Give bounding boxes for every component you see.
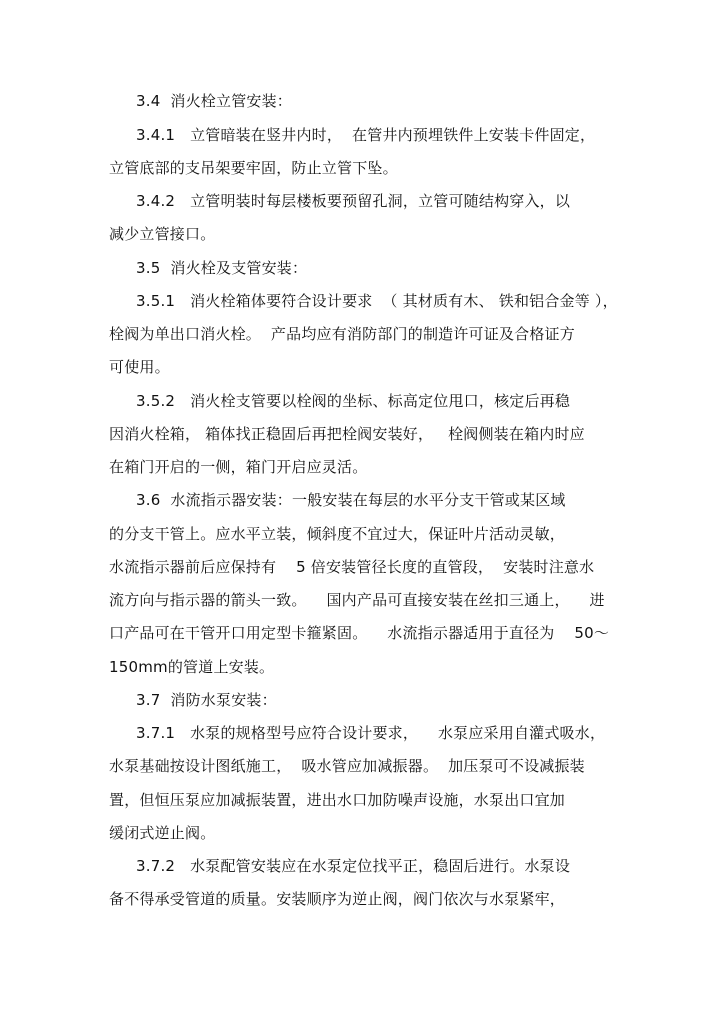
text-line: 可使用。 bbox=[109, 358, 170, 376]
text-line: 的分支干管上。应水平立装，倾斜度不宜过大，保证叶片活动灵敏， bbox=[109, 525, 566, 543]
text-line: 在箱门开启的一侧，箱门开启应灵活。 bbox=[109, 458, 368, 476]
text-line: 3.4 消火栓立管安装： bbox=[136, 92, 292, 110]
text-line: 口产品可在干管开口用定型卡箍紧固。 水流指示器适用于直径为 50～ bbox=[109, 624, 610, 642]
text-line: 3.7 消防水泵安装： bbox=[136, 691, 277, 709]
text-line: 缓闭式逆止阀。 bbox=[109, 824, 216, 842]
text-line: 置，但恒压泵应加减振装置，进出水口加防噪声设施，水泵出口宜加 bbox=[109, 791, 566, 809]
text-line: 水流指示器前后应保持有 5 倍安装管径长度的直管段， 安装时注意水 bbox=[109, 558, 595, 576]
text-line: 因消火栓箱， 箱体找正稳固后再把栓阀安装好， 栓阀侧装在箱内时应 bbox=[109, 425, 585, 443]
text-line: 栓阀为单出口消火栓。 产品均应有消防部门的制造许可证及合格证方 bbox=[109, 325, 575, 343]
text-line: 3.6 水流指示器安装：一般安装在每层的水平分支干管或某区域 bbox=[136, 491, 566, 509]
text-line: 立管底部的支吊架要牢固，防止立管下坠。 bbox=[109, 159, 398, 177]
text-line: 3.7.2 水泵配管安装应在水泵定位找平正，稳固后进行。水泵设 bbox=[136, 857, 571, 875]
text-line: 3.7.1 水泵的规格型号应符合设计要求， 水泵应采用自灌式吸水， bbox=[136, 724, 606, 742]
text-line: 流方向与指示器的箭头一致。 国内产品可直接安装在丝扣三通上， 进 bbox=[109, 591, 605, 609]
text-line: 3.5.2 消火栓支管要以栓阀的坐标、标高定位甩口，核定后再稳 bbox=[136, 392, 571, 410]
text-line: 减少立管接口。 bbox=[109, 225, 216, 243]
text-line: 备不得承受管道的质量。安装顺序为逆止阀，阀门依次与水泵紧牢， bbox=[109, 890, 566, 908]
text-line: 3.5 消火栓及支管安装： bbox=[136, 259, 308, 277]
text-line: 3.5.1 消火栓箱体要符合设计要求 （ 其材质有木、 铁和铝合金等 ）， bbox=[136, 292, 618, 310]
text-line: 水泵基础按设计图纸施工， 吸水管应加减振器。 加压泵可不设减振装 bbox=[109, 757, 585, 775]
text-line: 3.4.2 立管明装时每层楼板要预留孔洞，立管可随结构穿入，以 bbox=[136, 192, 571, 210]
text-line: 150mm的管道上安装。 bbox=[109, 658, 275, 676]
text-line: 3.4.1 立管暗装在竖井内时， 在管井内预埋铁件上安装卡件固定， bbox=[136, 126, 596, 144]
